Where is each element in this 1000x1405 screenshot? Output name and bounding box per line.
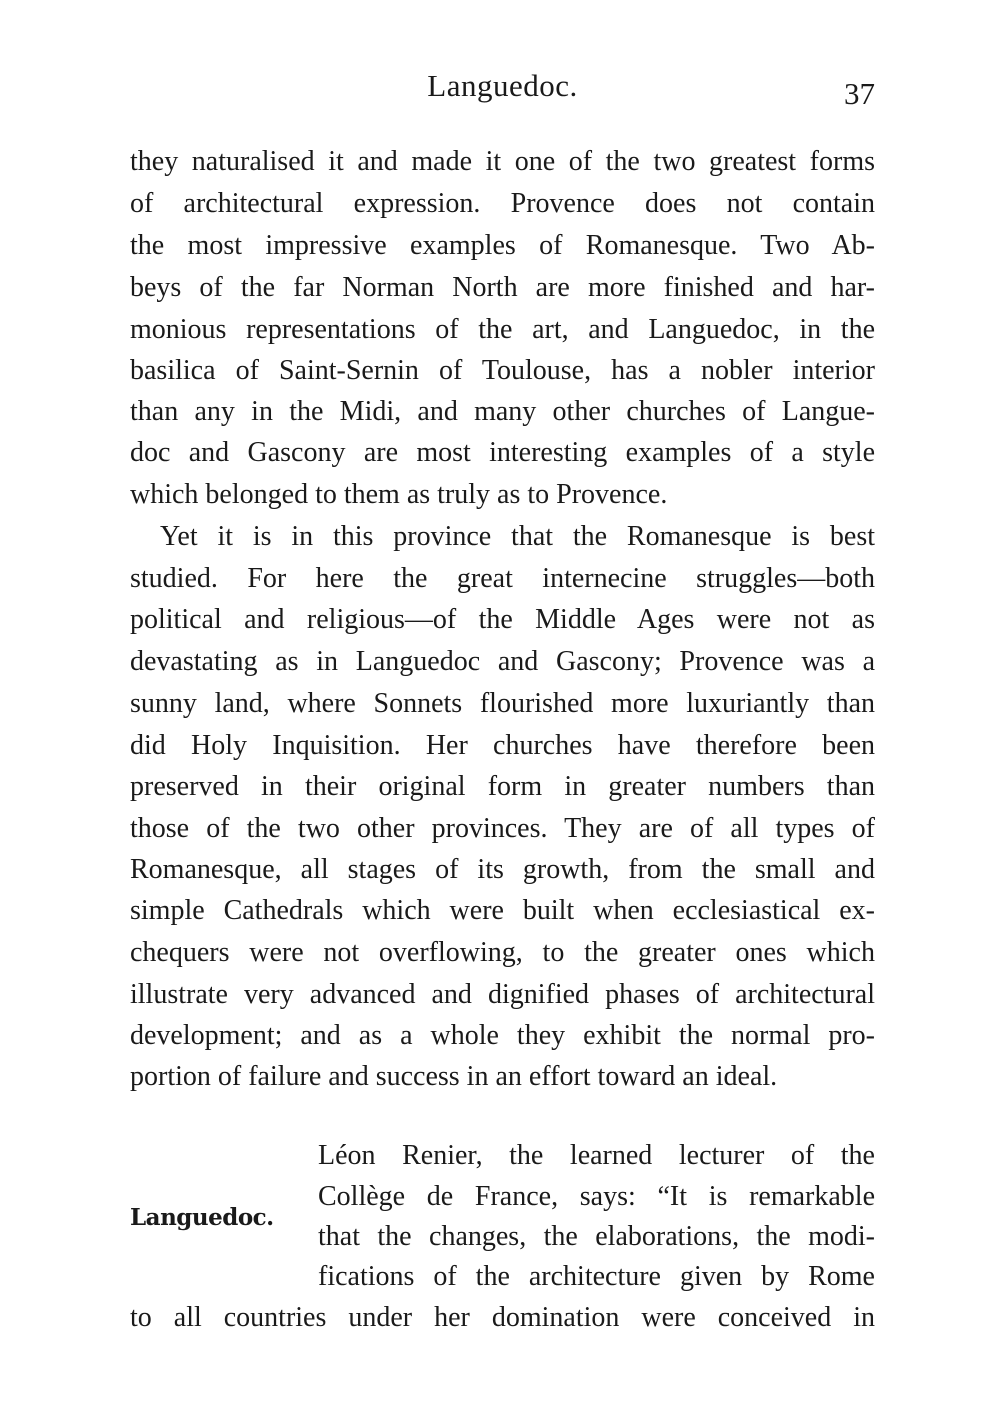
running-header bbox=[130, 68, 875, 112]
text-line: illustrate very advanced and dignified phases of architectural bbox=[130, 979, 875, 1010]
text-line: development; and as a whole they exhibit the normal pro- bbox=[130, 1020, 875, 1051]
text-line: Léon Renier, the learned lecturer of the bbox=[318, 1140, 875, 1171]
text-line: devastating as in Languedoc and Gascony; Provence was a bbox=[130, 646, 875, 677]
text-line: portion of failure and success in an effort toward an ideal. bbox=[130, 1061, 778, 1092]
text-line: political and religious—of the Middle Ages were not as bbox=[130, 604, 875, 635]
text-line: did Holy Inquisition. Her churches have therefore been bbox=[130, 730, 875, 761]
text-line: doc and Gascony are most interesting examples of a style bbox=[130, 437, 875, 468]
text-line: sunny land, where Sonnets flourished more luxuriantly than bbox=[130, 688, 875, 719]
text-line: studied. For here the great internecine struggles—both bbox=[130, 563, 875, 594]
text-line: Collège de France, says: “It is remarkable bbox=[318, 1181, 875, 1212]
page-number: 37 bbox=[844, 76, 875, 111]
text-line: basilica of Saint-Sernin of Toulouse, has a nobler interior bbox=[130, 355, 875, 386]
text-line: to all countries under her domination were conceived in bbox=[130, 1302, 875, 1333]
text-line: preserved in their original form in greater numbers than bbox=[130, 771, 875, 802]
text-line: which belonged to them as truly as to Provence. bbox=[130, 479, 668, 510]
text-line: that the changes, the elaborations, the modi- bbox=[318, 1221, 875, 1252]
running-title: Languedoc. bbox=[427, 68, 578, 103]
text-line: beys of the far Norman North are more finished and har- bbox=[130, 272, 875, 303]
text-line: fications of the architecture given by Rome bbox=[318, 1261, 875, 1292]
text-line: chequers were not overflowing, to the greater ones which bbox=[130, 937, 875, 968]
text-line: simple Cathedrals which were built when ecclesiastical ex- bbox=[130, 895, 875, 926]
text-line: than any in the Midi, and many other churches of Langue- bbox=[130, 396, 875, 427]
text-line: monious representations of the art, and Languedoc, in the bbox=[130, 314, 875, 345]
text-line: Romanesque, all stages of its growth, from the small and bbox=[130, 854, 875, 885]
text-line: the most impressive examples of Romanesque. Two Ab- bbox=[130, 230, 875, 261]
text-line: Yet it is in this province that the Romanesque is best bbox=[160, 521, 875, 552]
marginal-sidenote: Languedoc. bbox=[130, 1204, 274, 1231]
text-line: those of the two other provinces. They are of all types of bbox=[130, 813, 875, 844]
text-line: they naturalised it and made it one of the two greatest forms bbox=[130, 146, 875, 177]
text-line: of architectural expression. Provence does not contain bbox=[130, 188, 875, 219]
